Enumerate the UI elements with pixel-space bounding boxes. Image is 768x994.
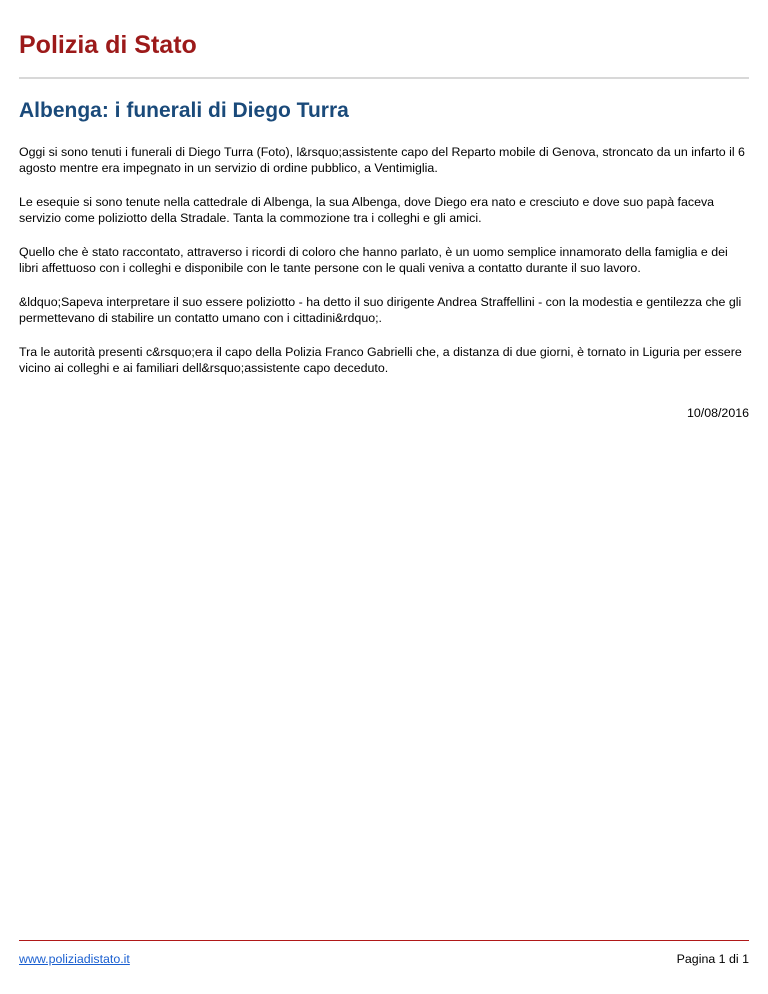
article-paragraph: Tra le autorità presenti c&rsquo;era il capo della Polizia Franco Gabrielli che, a distanza di due giorni, è tornato in Liguria per essere vicino ai colleghi e ai familiari dell&rsquo;assistente capo deceduto.: [19, 345, 742, 375]
article-title: Albenga: i funerali di Diego Turra: [19, 99, 349, 122]
article-date: 10/08/2016: [686, 406, 749, 420]
header-divider: [19, 77, 749, 79]
article-paragraph: &ldquo;Sapeva interpretare il suo essere poliziotto - ha detto il suo dirigente Andrea Straffellini - con la modestia e gentilezza che gli permettevano di stabilire un contatto umano con i cittadini&rdquo;.: [19, 295, 742, 325]
footer-website-link[interactable]: www.poliziadistato.it: [19, 952, 130, 966]
footer-divider: [19, 940, 749, 941]
article-paragraph: Le esequie si sono tenute nella cattedrale di Albenga, la sua Albenga, dove Diego era nato e cresciuto e dove suo papà faceva servizio come poliziotto della Stradale. Tanta la commozione tra i colleghi e gli amici.: [19, 195, 715, 225]
article-body: [19, 145, 749, 395]
page-number: Pagina 1 di 1: [676, 952, 749, 966]
article-paragraph: Quello che è stato raccontato, attraverso i ricordi di coloro che hanno parlato, è un uomo semplice innamorato della famiglia e dei libri affettuoso con i colleghi e disponibile con le tante persone con le quali veniva a contatto durante il suo lavoro.: [19, 245, 728, 275]
article-paragraph: Oggi si sono tenuti i funerali di Diego Turra (Foto), l&rsquo;assistente capo del Reparto mobile di Genova, stroncato da un infarto il 6 agosto mentre era impegnato in un servizio di ordine pubblico, a Ventimiglia.: [19, 145, 745, 175]
site-title: Polizia di Stato: [19, 31, 197, 59]
